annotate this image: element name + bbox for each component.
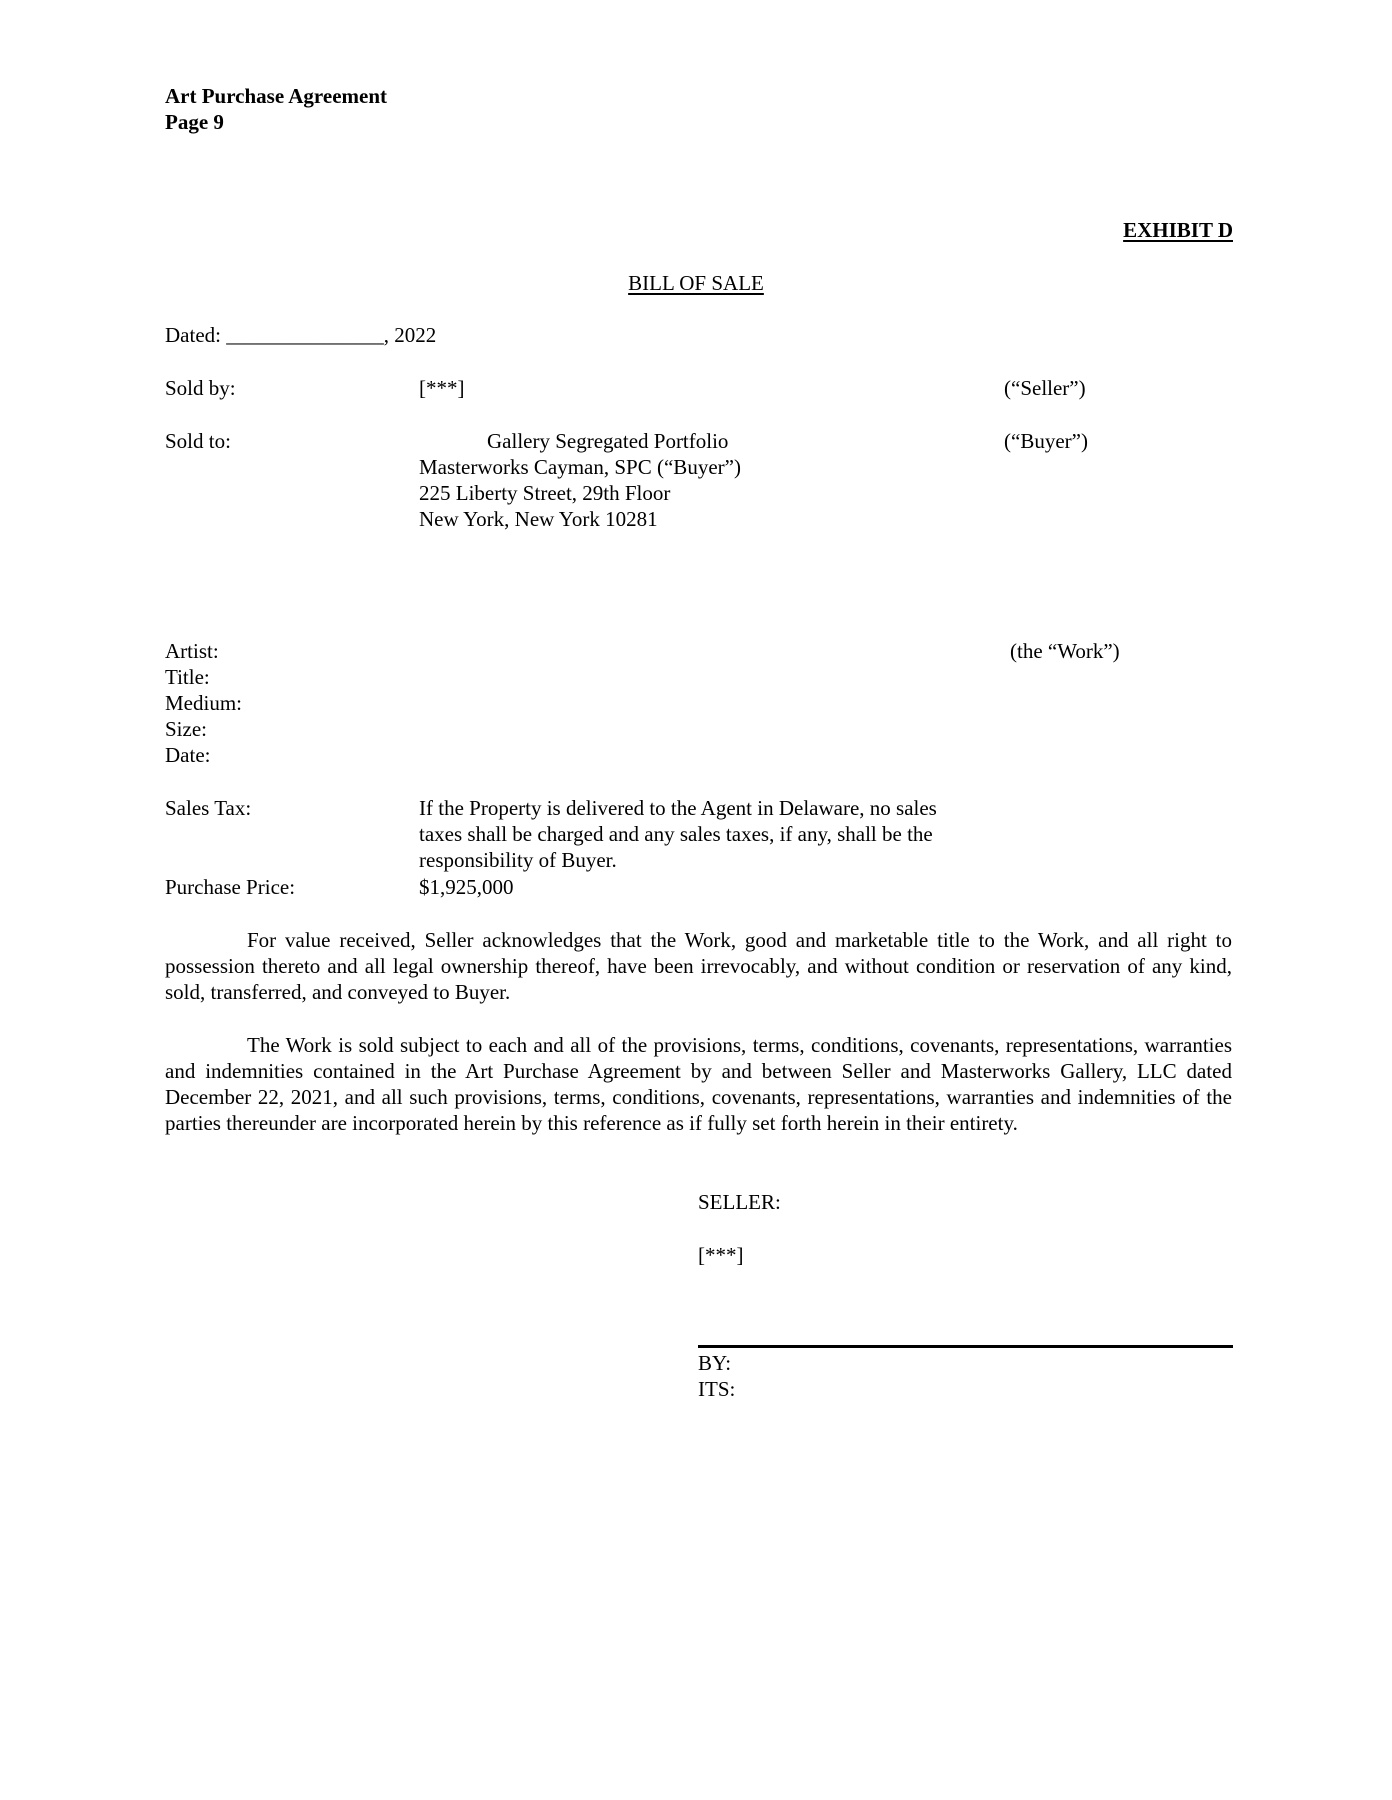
buyer-address-line: Masterworks Cayman, SPC (“Buyer”) [419,455,741,479]
page-number: Page 9 [165,110,224,134]
purchase-price-label: Purchase Price: [165,875,296,899]
sales-tax-line: taxes shall be charged and any sales taxes, if any, shall be the [419,822,933,846]
sales-tax-label: Sales Tax: [165,796,252,820]
exhibit-label: EXHIBIT D [1123,218,1233,242]
its-label: ITS: [698,1377,736,1401]
bill-of-sale-title: BILL OF SALE [628,271,764,295]
purchase-price-value: $1,925,000 [419,875,514,899]
sold-to-label: Sold to: [165,429,231,453]
sales-tax-line: If the Property is delivered to the Agent in Delaware, no sales [419,796,937,820]
dated-line [165,322,436,348]
dated-year: , 2022 [383,323,437,347]
terms-paragraph: The Work is sold subject to each and all of the provisions, terms, conditions, covenants, representations, warranties and indemnities contained in the Art Purchase Agreement by and between Seller and Masterworks Gallery, LLC dated December 22, 2021, and all such provisions, terms, conditions, covenants, representations, warranties and indemnities of the parties thereunder are incorporated herein by this reference as if fully set forth herein in their entirety. [165,1033,1232,1135]
title-label: Title: [165,665,210,689]
seller-signature-heading: SELLER: [698,1190,781,1214]
work-designation: (the “Work”) [1010,639,1120,663]
buyer-address-line: 225 Liberty Street, 29th Floor [419,481,671,505]
sales-tax-text [419,795,937,873]
buyer-designation: (“Buyer”) [1004,429,1088,453]
medium-label: Medium: [165,691,242,715]
buyer-address-line: New York, New York 10281 [419,507,658,531]
dated-label: Dated: [165,323,221,347]
buyer-address [419,428,741,532]
seller-designation: (“Seller”) [1004,376,1086,400]
signature-line [698,1345,1233,1348]
date-label: Date: [165,743,211,767]
date-blank: _______________ [226,323,384,347]
seller-signature-name: [***] [698,1243,744,1267]
buyer-address-line: Gallery Segregated Portfolio [487,429,729,453]
size-label: Size: [165,717,207,741]
work-fields [165,638,242,768]
by-label: BY: [698,1351,732,1375]
conveyance-paragraph: For value received, Seller acknowledges that the Work, good and marketable title to the Work, and all right to possession thereto and all legal ownership thereof, have been irrevocably, and without condition or reservation of any kind, sold, transferred, and conveyed to Buyer. [165,928,1232,1004]
sales-tax-line: responsibility of Buyer. [419,848,617,872]
sold-by-value: [***] [419,376,465,400]
artist-label: Artist: [165,639,219,663]
sold-by-label: Sold by: [165,376,236,400]
document-title: Art Purchase Agreement [165,84,387,108]
